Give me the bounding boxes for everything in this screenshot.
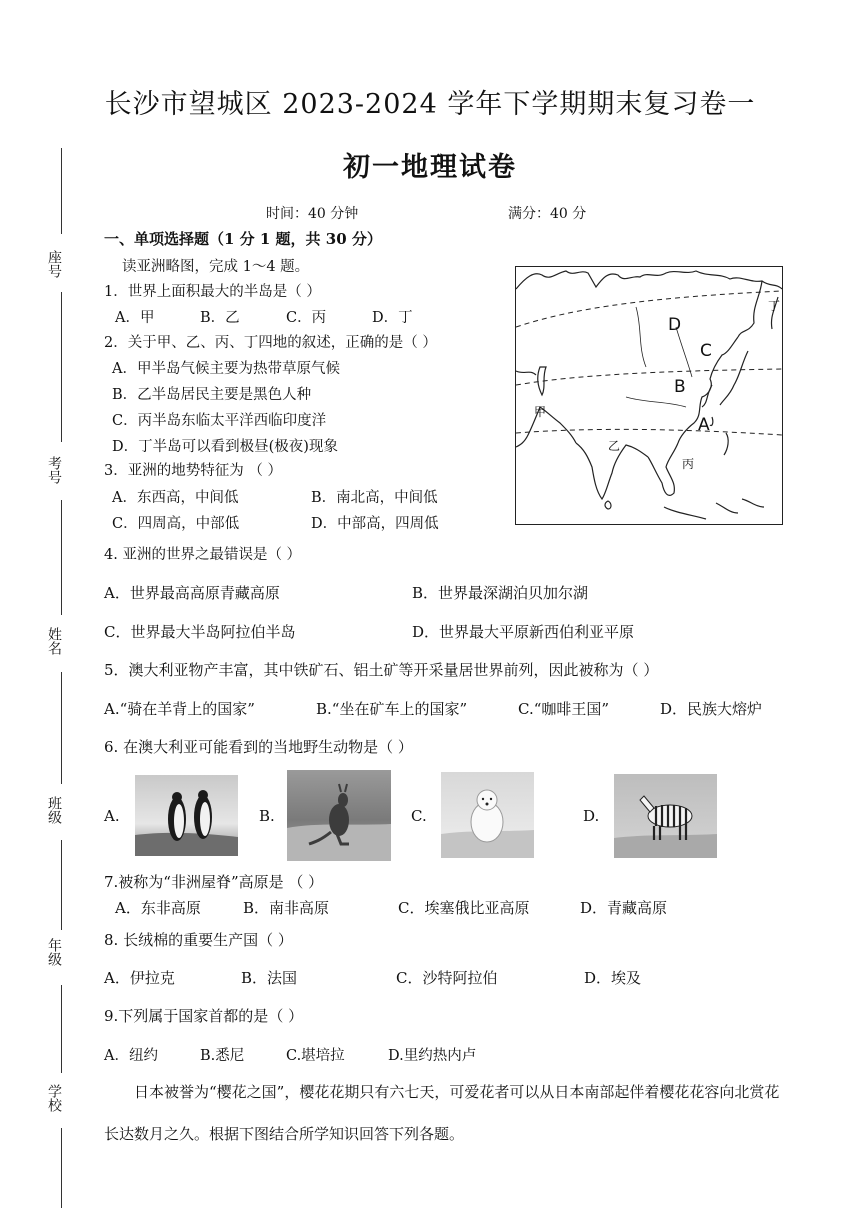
sakura-passage: 日本被誉为“樱花之国”，樱花花期只有六七天，可爱花者可以从日本南部起伴着樱花花容向北赏花长达数月之久。根据下图结合所学知识回答下列各题。: [104, 1083, 780, 1143]
penguins-photo: [135, 775, 238, 856]
zebra-photo: [614, 774, 717, 858]
q2-option-a: A．甲半岛气候主要为热带草原气候: [112, 361, 340, 377]
q4-stem: 4. 亚洲的世界之最错误是（ ）: [104, 547, 302, 563]
q7-option-b: B．南非高原: [243, 899, 330, 917]
q9-stem: 9.下列属于国家首都的是（ ）: [104, 1007, 304, 1025]
gutter-name-label: 姓名: [46, 627, 62, 655]
q6-option-a-label: A.: [104, 807, 120, 825]
map-label-jia: 甲: [534, 405, 547, 419]
q2-option-c: C．丙半岛东临太平洋西临印度洋: [112, 413, 327, 429]
q4-option-d: D．世界最大平原新西伯利亚平原: [412, 623, 635, 641]
q8-option-d: D．埃及: [584, 969, 642, 987]
map-label-yi: 乙: [608, 439, 621, 453]
q9-option-b: B.悉尼: [200, 1048, 245, 1064]
q3-option-b: B．南北高，中间低: [311, 490, 438, 506]
q4-option-c: C．世界最大半岛阿拉伯半岛: [104, 623, 296, 641]
q7-option-d: D．青藏高原: [580, 899, 668, 917]
section-intro: 读亚洲略图，完成 1～4 题。: [122, 259, 310, 275]
kangaroo-photo: [287, 770, 391, 861]
q8-option-a: A．伊拉克: [104, 969, 175, 987]
map-label-b: B: [674, 377, 686, 397]
q4-option-a: A．世界最高高原青藏高原: [104, 584, 280, 602]
zebra-illustration: [614, 774, 717, 858]
q7-option-c: C．埃塞俄比亚高原: [398, 899, 530, 917]
gutter-line: [61, 500, 62, 615]
asia-map-drawing: [516, 267, 782, 524]
gutter-line: [61, 985, 62, 1073]
q1-option-b: B．乙: [200, 310, 240, 326]
q3-stem: 3．亚洲的地势特征为 （ ）: [104, 463, 282, 479]
gutter-exam-no-label: 考号: [46, 456, 62, 484]
q1-stem: 1．世界上面积最大的半岛是（ ）: [104, 284, 321, 300]
q9-option-d: D.里约热内卢: [388, 1048, 477, 1064]
q7-option-a: A．东非高原: [115, 899, 201, 917]
q5-option-a: A.“骑在羊背上的国家”: [104, 700, 255, 718]
q9-option-a: A．纽约: [104, 1048, 158, 1064]
gutter-class-label: 班级: [46, 796, 62, 824]
gutter-line: [61, 1128, 62, 1208]
polar-bear-photo: [441, 772, 534, 858]
section-heading: 一、单项选择题（1 分 1 题，共 30 分）: [104, 230, 382, 248]
exam-title: 长沙市望城区 2023-2024 学年下学期期末复习卷一: [104, 89, 756, 120]
polar-bear-illustration: [441, 772, 534, 858]
q5-option-d: D．民族大熔炉: [660, 700, 763, 718]
q3-option-d: D．中部高，四周低: [311, 516, 439, 532]
q7-stem: 7.被称为“非洲屋脊”高原是 （ ）: [104, 873, 324, 891]
q9-option-c: C.堪培拉: [286, 1048, 345, 1064]
q6-option-c-label: C.: [411, 807, 427, 825]
q5-option-c: C.“咖啡王国”: [518, 700, 610, 718]
q5-option-b: B.“坐在矿车上的国家”: [316, 700, 468, 718]
map-label-bing: 丙: [682, 457, 695, 471]
q2-option-b: B．乙半岛居民主要是黑色人种: [112, 387, 312, 403]
q4-option-b: B．世界最深湖泊贝加尔湖: [412, 584, 589, 602]
map-label-ding: 丁: [768, 299, 781, 313]
q1-option-c: C．丙: [286, 310, 327, 326]
kangaroo-illustration: [287, 770, 391, 861]
q2-stem: 2．关于甲、乙、丙、丁四地的叙述，正确的是（ ）: [104, 335, 437, 351]
q6-option-b-label: B.: [259, 807, 275, 825]
map-label-c: C: [700, 341, 712, 361]
q3-option-a: A．东西高，中间低: [112, 490, 239, 506]
gutter-school-label: 学校: [46, 1084, 62, 1112]
gutter-line: [61, 840, 62, 930]
exam-score: 满分：40 分: [508, 206, 587, 222]
q2-option-d: D．丁半岛可以看到极昼(极夜)现象: [112, 439, 338, 455]
q3-option-c: C．四周高，中部低: [112, 516, 240, 532]
map-label-a: A: [698, 415, 710, 435]
q6-option-d-label: D.: [583, 807, 600, 825]
exam-subtitle: 初一地理试卷: [343, 152, 517, 183]
q8-option-c: C．沙特阿拉伯: [396, 969, 498, 987]
gutter-grade-label: 年级: [46, 938, 62, 966]
gutter-seat-label: 座号: [46, 250, 62, 278]
q8-stem: 8. 长绒棉的重要生产国（ ）: [104, 931, 293, 949]
q1-option-a: A．甲: [115, 310, 155, 326]
q8-option-b: B．法国: [241, 969, 298, 987]
q5-stem: 5．澳大利亚物产丰富，其中铁矿石、铝土矿等开采量居世界前列，因此被称为（ ）: [104, 661, 659, 679]
penguins-illustration: [135, 775, 238, 856]
q6-stem: 6. 在澳大利亚可能看到的当地野生动物是（ ）: [104, 738, 413, 756]
gutter-line: [61, 672, 62, 784]
gutter-line: [61, 292, 62, 442]
q1-option-d: D．丁: [372, 310, 413, 326]
asia-map: [515, 266, 783, 525]
map-label-d: D: [668, 315, 682, 335]
exam-time: 时间：40 分钟: [266, 206, 359, 222]
